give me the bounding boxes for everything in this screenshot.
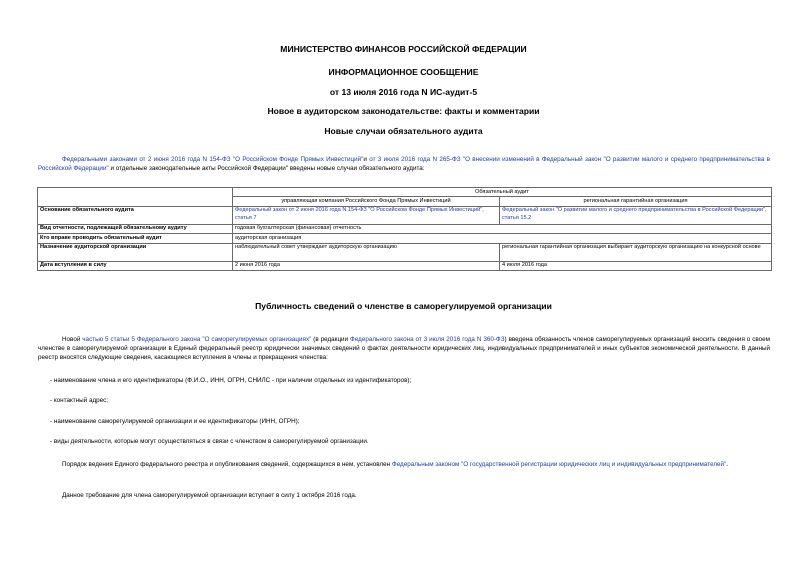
ministry-heading: МИНИСТЕРСТВО ФИНАНСОВ РОССИЙСКОЙ ФЕДЕРАЦИИ bbox=[280, 44, 527, 54]
doc-type-heading: ИНФОРМАЦИОННОЕ СООБЩЕНИЕ bbox=[328, 67, 479, 77]
intro-text: и отдельные законодательные акты Российской Федерации" введены новые случаи обязательного аудита: bbox=[108, 165, 425, 173]
para-text: (в редакции bbox=[311, 336, 351, 343]
date-number-heading: от 13 июля 2016 года N ИС-аудит-5 bbox=[329, 87, 478, 97]
row-cell: наблюдательный совет утверждает аудиторскую организацию bbox=[233, 243, 500, 261]
table-row bbox=[38, 261, 772, 270]
para-text: Порядок ведения Единого федерального реестра и опубликования сведений, содержащихся в нем, установлен bbox=[62, 461, 392, 468]
table-row bbox=[38, 206, 772, 224]
law-265-link[interactable]: от 3 июля 2016 года N 265-ФЗ "О внесении изменений в Федеральный закон "О развитии малого и среднего предпринимательства в Российской Федерации" bbox=[38, 156, 770, 173]
registry-paragraph bbox=[38, 460, 770, 469]
intro-paragraph bbox=[38, 155, 770, 173]
row-cell: 2 июня 2016 года bbox=[233, 261, 500, 270]
row-cell: 4 июля 2016 года bbox=[500, 261, 772, 270]
col1-header-cell: управляющая компания Российского Фонда Прямых Инвестиций bbox=[233, 197, 500, 206]
subtitle-heading: Новые случаи обязательного аудита bbox=[324, 126, 483, 136]
section-heading: Публичность сведений о членстве в саморегулируемой организации bbox=[255, 301, 552, 311]
para-text: ) введена обязанность членов саморегулируемых организаций вносить сведения о своем членстве в саморегулируемой организации в Единый федеральный реестр юридически значимых сведений о фактах деятельности юридических лиц, индивидуальных предпринимателей и иных субъектов экономической деятельности. В данный реестр вносятся следующие сведения, касающиеся вступления в члены и прекращения членства: bbox=[38, 336, 770, 362]
list-item: - виды деятельности, которые могут осуществляться в связи с членством в саморегулируемой организации. bbox=[50, 438, 369, 445]
registration-law-link[interactable]: Федеральным законом "О государственной регистрации юридических лиц и индивидуальных предпринимателей" bbox=[391, 461, 727, 468]
col2-header-cell: региональная гарантийная организация bbox=[500, 197, 772, 206]
list-item: - наименование саморегулируемой организации и ее идентификаторы (ИНН, ОГРН); bbox=[50, 418, 300, 425]
group-header-cell: Обязательный аудит bbox=[233, 188, 772, 197]
row-cell-link[interactable]: Федеральный закон от 2 июня 2016 года N 154-ФЗ "О Российском Фонде Прямых Инвестиций", статья 7 bbox=[233, 206, 500, 224]
row-label: Назначение аудиторской организации bbox=[38, 243, 233, 261]
membership-paragraph bbox=[38, 335, 770, 363]
table-row bbox=[38, 234, 772, 243]
law-154-link[interactable]: Федеральными законами от 2 июня 2016 года N 154-ФЗ "О Российском Фонде Прямых Инвестиций" bbox=[62, 156, 364, 163]
effective-date-paragraph: Данное требование для члена саморегулируемой организации вступает в силу 1 октября 2016 года. bbox=[62, 492, 357, 499]
list-item: - наименование члена и его идентификаторы (Ф.И.О., ИНН, ОГРН, СНИЛС - при наличии отдельных из идентификаторов); bbox=[50, 377, 412, 384]
row-cell-link[interactable]: Федеральный закон "О развитии малого и среднего предпринимательства в Российской Федерации", статья 15.2 bbox=[500, 206, 772, 224]
table-corner-cell bbox=[38, 188, 233, 207]
audit-table bbox=[37, 187, 772, 271]
para-text: Новой bbox=[62, 336, 83, 343]
list-item: - контактный адрес; bbox=[50, 397, 109, 404]
law-360-link[interactable]: Федерального закона от 3 июля 2016 года N 360-ФЗ bbox=[350, 336, 505, 343]
row-label: Кто вправе проводить обязательный аудит bbox=[38, 234, 233, 243]
row-label: Дата вступления в силу bbox=[38, 261, 233, 270]
row-cell: аудиторская организация bbox=[233, 234, 772, 243]
table-row bbox=[38, 224, 772, 233]
table-row bbox=[38, 243, 772, 261]
table-header-row bbox=[38, 188, 772, 197]
sro-law-link[interactable]: частью 5 статьи 5 Федерального закона "О саморегулируемых организациях" bbox=[82, 336, 312, 343]
row-label: Основание обязательного аудита bbox=[38, 206, 233, 224]
row-cell: годовая бухгалтерская (финансовая) отчетность bbox=[233, 224, 772, 233]
intro-text: и bbox=[363, 156, 370, 163]
para-text: . bbox=[726, 461, 728, 468]
row-label: Вид отчетности, подлежащей обязательному аудиту bbox=[38, 224, 233, 233]
row-cell: региональная гарантийная организация выбирает аудиторскую организацию на конкурсной основе bbox=[500, 243, 772, 261]
title-heading: Новое в аудиторском законодательстве: факты и комментарии bbox=[267, 106, 540, 116]
